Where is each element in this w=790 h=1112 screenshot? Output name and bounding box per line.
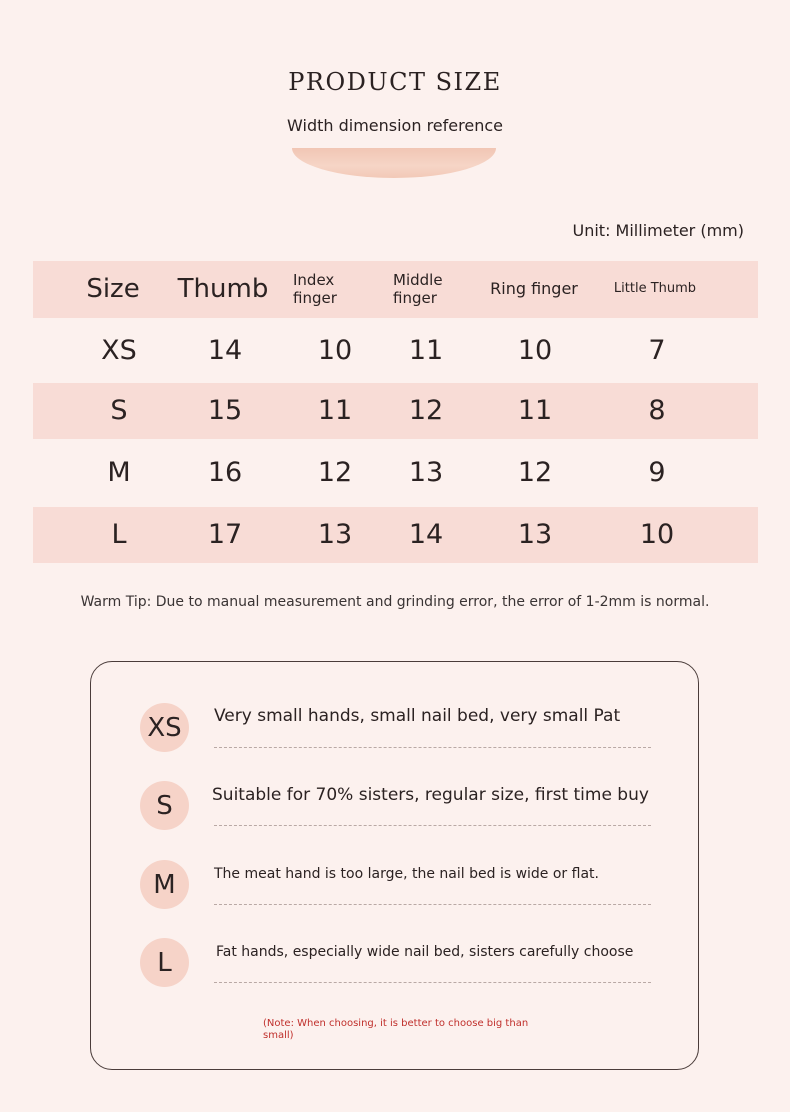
thumb-cell: 14 — [207, 334, 243, 366]
column-header-index-finger: Index finger — [293, 271, 337, 307]
unit-label: Unit: Millimeter (mm) — [572, 221, 744, 240]
dashed-divider — [214, 825, 651, 826]
ring-finger-cell: 10 — [517, 334, 553, 366]
guide-description: The meat hand is too large, the nail bed is wide or flat. — [214, 866, 599, 882]
middle-finger-cell: 11 — [408, 334, 444, 366]
dashed-divider — [214, 747, 651, 748]
nail-illustration — [292, 148, 496, 178]
middle-finger-cell: 12 — [408, 395, 444, 427]
ring-finger-cell: 13 — [517, 519, 553, 551]
size-table — [33, 261, 758, 563]
index-finger-cell: 13 — [317, 519, 353, 551]
little-thumb-cell: 8 — [648, 395, 666, 427]
table-header-row — [33, 261, 758, 318]
thumb-cell: 17 — [207, 519, 243, 551]
column-header-thumb: Thumb — [177, 273, 269, 304]
dashed-divider — [214, 982, 651, 983]
table-row — [33, 439, 758, 507]
size-badge: M — [140, 860, 189, 909]
size-cell: L — [111, 519, 127, 551]
page-title: PRODUCT SIZE — [288, 68, 502, 96]
size-guide-card — [90, 661, 699, 1070]
little-thumb-cell: 9 — [648, 457, 666, 489]
table-row — [33, 507, 758, 563]
dashed-divider — [214, 904, 651, 905]
index-finger-cell: 11 — [317, 395, 353, 427]
column-header-middle-finger: Middle finger — [393, 271, 443, 307]
thumb-cell: 16 — [207, 457, 243, 489]
size-cell: M — [107, 457, 131, 489]
ring-finger-cell: 11 — [517, 395, 553, 427]
size-cell: S — [110, 395, 128, 427]
column-header-little-thumb: Little Thumb — [613, 281, 697, 297]
size-choice-note: (Note: When choosing, it is better to choose big than small) — [263, 1018, 529, 1041]
page-subtitle: Width dimension reference — [287, 116, 503, 135]
size-badge: S — [140, 781, 189, 830]
guide-description: Suitable for 70% sisters, regular size, first time buy — [212, 785, 649, 805]
little-thumb-cell: 7 — [648, 334, 666, 366]
middle-finger-cell: 14 — [408, 519, 444, 551]
guide-description: Very small hands, small nail bed, very small Pat — [214, 706, 621, 726]
column-header-ring-finger: Ring finger — [490, 279, 578, 299]
table-row — [33, 318, 758, 383]
middle-finger-cell: 13 — [408, 457, 444, 489]
table-row — [33, 383, 758, 439]
ring-finger-cell: 12 — [517, 457, 553, 489]
size-badge: XS — [140, 703, 189, 752]
little-thumb-cell: 10 — [639, 519, 675, 551]
size-cell: XS — [101, 334, 137, 366]
thumb-cell: 15 — [207, 395, 243, 427]
index-finger-cell: 10 — [317, 334, 353, 366]
size-badge: L — [140, 938, 189, 987]
index-finger-cell: 12 — [317, 457, 353, 489]
column-header-size: Size — [86, 273, 140, 304]
guide-description: Fat hands, especially wide nail bed, sisters carefully choose — [216, 944, 634, 960]
warm-tip: Warm Tip: Due to manual measurement and grinding error, the error of 1-2mm is normal. — [80, 594, 710, 610]
